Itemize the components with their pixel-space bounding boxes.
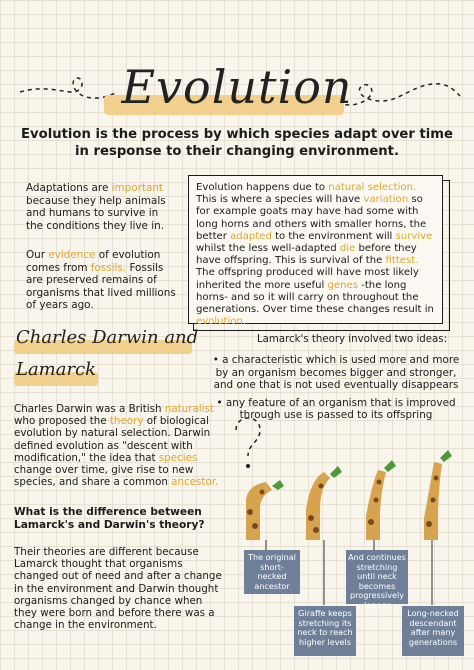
giraffe-label-4: Long-necked descendant after many generations (402, 606, 464, 656)
question-mark-dot (246, 464, 250, 468)
section-heading-line-1: Charles Darwin and (16, 327, 199, 348)
giraffe-label-2: Giraffe keeps stretching its neck to reach higher levels (294, 606, 356, 656)
giraffe-label-1: The original short-necked ancestor (244, 550, 300, 594)
lamarck-intro: Lamarck's theory involved two ideas: (256, 334, 448, 345)
leaf-icon-2 (330, 466, 342, 478)
leaf-icon-1 (272, 480, 284, 490)
giraffe-icon-1 (246, 482, 272, 540)
leaf-icon-3 (384, 460, 396, 472)
question-mark-icon (236, 418, 260, 456)
page-title: Evolution (121, 60, 353, 114)
darwin-paragraph: Charles Darwin was a British naturalist who proposed the theory of biological evolution by natural selection. Darwin defined evolution as "descent with modification," the idea that species change over time, give rise to new species, and share a common ancestor. (14, 403, 219, 489)
comparison-answer: Their theories are different because Lamarck thought that organisms changed out of need and after a change in the environment and Darwin thought organisms changed by chance when they were born and before there was a change in the environment. (14, 546, 222, 632)
comparison-question: What is the difference between Lamarck's and Darwin's theory? (14, 506, 205, 531)
evidence-paragraph: Our evidence of evolution comes from fossils. Fossils are preserved remains of organisms that lived millions of years ago. (26, 249, 176, 312)
giraffe-label-3: And continues stretching until neck becomes progressively longer (346, 550, 408, 604)
leaf-icon-4 (440, 450, 452, 462)
giraffe-icon-3 (366, 470, 386, 540)
intro-statement: Evolution is the process by which species adapt over time in response to their changing environment. (21, 127, 453, 159)
giraffe-icon-4 (424, 462, 442, 540)
lamarck-idea-1: • a characteristic which is used more and more by an organism becomes bigger and stronger, and one that is not used eventually disappears (212, 354, 460, 392)
natural-selection-box: Evolution happens due to natural selection. This is where a species will have variation so for example goats may have had some with long horns and others with smaller horns, the better adapted to the environment will survive whilst the less well-adapted die before they have offspring. This is survival of the fittest. The offspring produced will have most likely inherited the more useful genes -the long horns- and so it will carry on throughout the generations. Over time these changes result in evolution. (188, 175, 443, 324)
section-heading-line-2: Lamarck (16, 359, 97, 380)
lamarck-idea-2: • any feature of an organism that is improved through use is passed to its offspring (216, 396, 456, 422)
adaptations-paragraph: Adaptations are important because they help animals and humans to survive in the conditions they live in. (26, 182, 166, 232)
giraffe-icon-2 (306, 472, 330, 540)
